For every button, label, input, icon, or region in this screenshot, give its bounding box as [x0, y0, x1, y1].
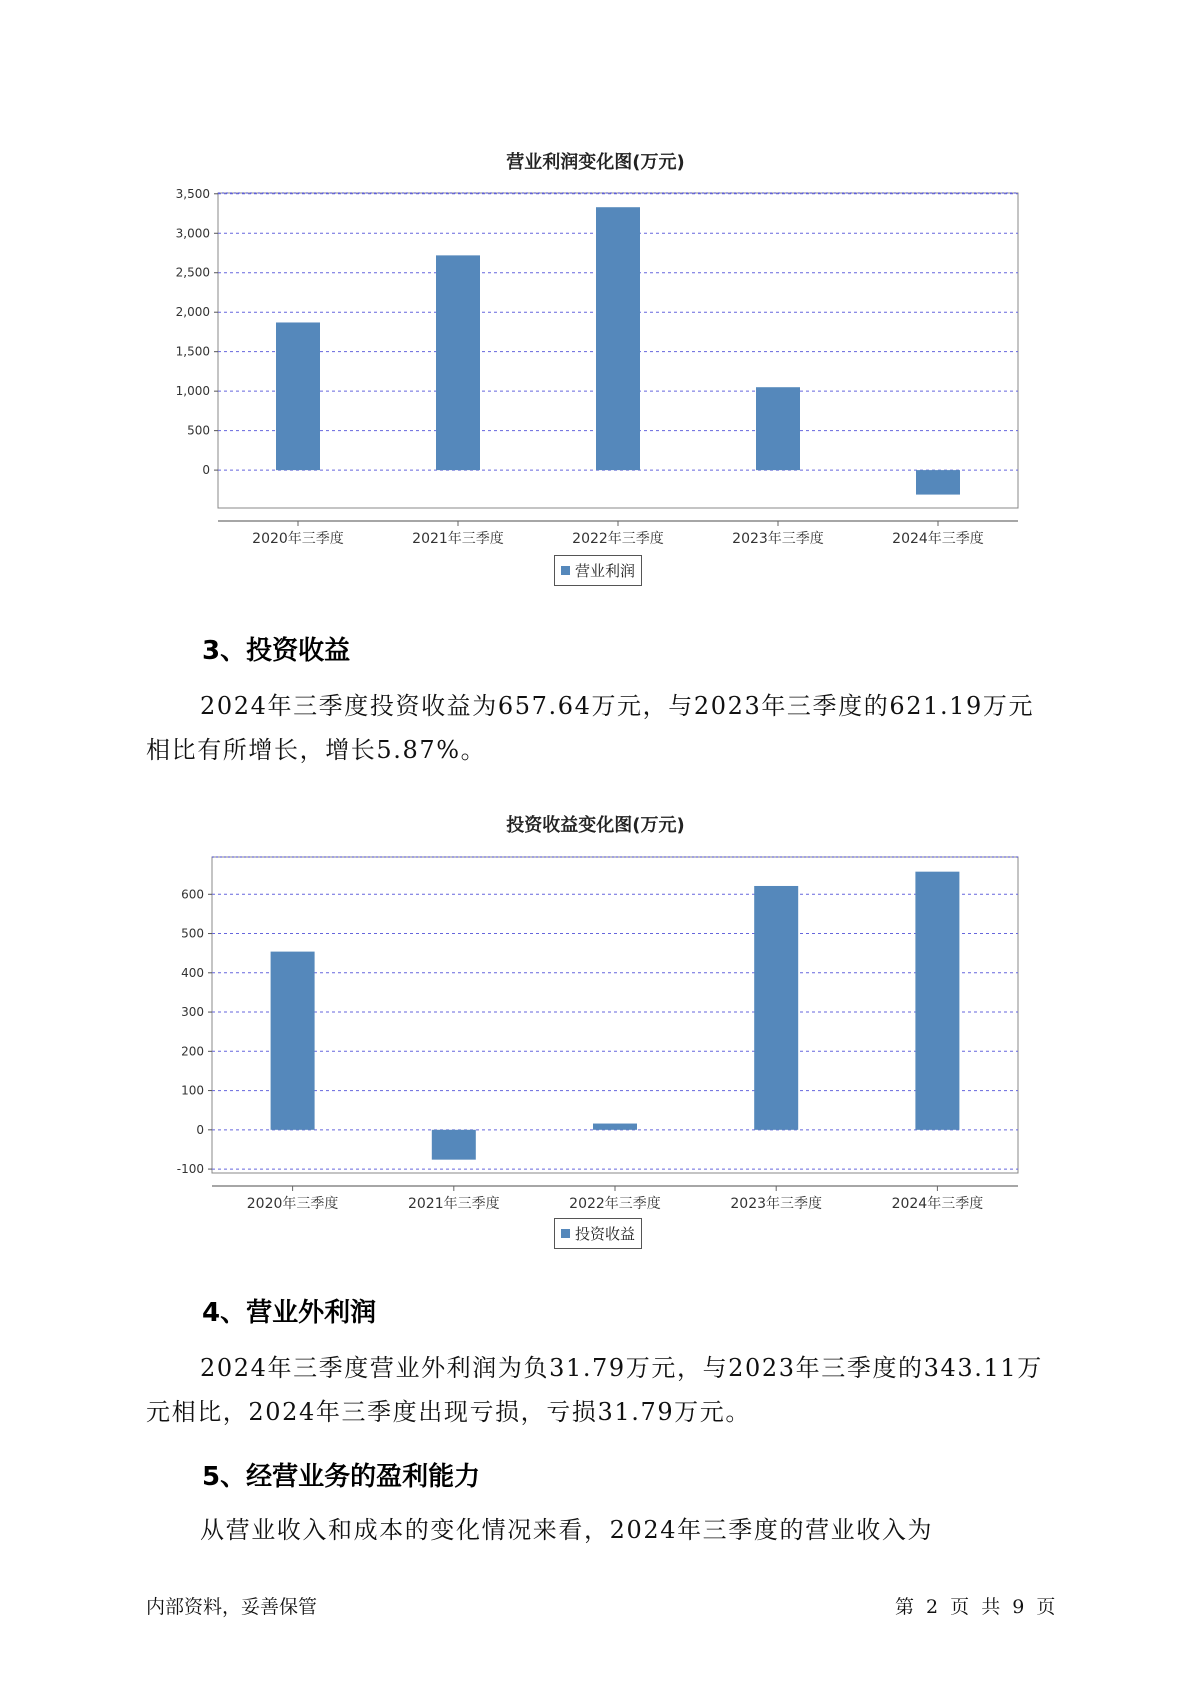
footer-page-number: 第 2 页 共 9 页 [895, 1596, 1056, 1618]
y-tick-label: 200 [181, 1044, 204, 1059]
y-tick-label: 0 [202, 463, 210, 478]
chart-legend [554, 1218, 642, 1249]
y-tick-label: 3,000 [175, 226, 210, 241]
section-body-investment-income: 2024年三季度投资收益为657.64万元，与2023年三季度的621.19万元相比有所增长，增长5.87%。 [146, 692, 1035, 764]
x-tick-label: 2020年三季度 [252, 531, 344, 547]
bar [432, 1130, 476, 1160]
y-tick-label: 100 [181, 1083, 204, 1098]
y-tick-label: 500 [187, 423, 210, 438]
bar [593, 1124, 637, 1130]
section-heading-investment-income: 3、投资收益 [202, 636, 351, 666]
section-body-profitability: 从营业收入和成本的变化情况来看，2024年三季度的营业收入为 [200, 1516, 934, 1544]
y-tick-label: 600 [181, 887, 204, 902]
legend-label: 营业利润 [575, 562, 636, 580]
footer-confidential-note: 内部资料，妥善保管 [146, 1596, 318, 1618]
x-tick-label: 2022年三季度 [569, 1196, 661, 1212]
y-tick-label: 400 [181, 965, 204, 980]
y-tick-label: 300 [181, 1005, 204, 1020]
x-tick-label: 2024年三季度 [891, 1196, 984, 1212]
y-tick-label: 3,500 [175, 186, 210, 201]
bar [915, 872, 959, 1130]
chart-title: 营业利润变化图(万元) [506, 152, 685, 173]
legend-label: 投资收益 [575, 1225, 636, 1243]
x-tick-label: 2023年三季度 [732, 531, 824, 547]
x-tick-label: 2021年三季度 [407, 1196, 500, 1212]
bar [271, 952, 315, 1130]
x-tick-label: 2022年三季度 [572, 531, 664, 547]
y-tick-label: 1,500 [175, 344, 210, 359]
x-tick-label: 2020年三季度 [246, 1196, 339, 1212]
x-tick-label: 2023年三季度 [730, 1196, 823, 1212]
y-tick-label: 2,500 [175, 265, 210, 280]
bar [754, 886, 798, 1130]
section-heading-non-operating-profit: 4、营业外利润 [202, 1298, 377, 1328]
y-tick-label: 0 [196, 1122, 204, 1137]
y-tick-label: 500 [181, 926, 204, 941]
legend-swatch [561, 1229, 570, 1238]
section-heading-profitability: 5、经营业务的盈利能力 [202, 1462, 481, 1492]
y-tick-label: -100 [176, 1162, 204, 1177]
y-tick-label: 2,000 [175, 305, 210, 320]
y-tick-label: 1,000 [175, 384, 210, 399]
section-body-non-operating-profit: 2024年三季度营业外利润为负31.79万元，与2023年三季度的343.11万元相比，2024年三季度出现亏损，亏损31.79万元。 [146, 1354, 1043, 1426]
x-tick-label: 2024年三季度 [892, 531, 984, 547]
chart-title: 投资收益变化图(万元) [506, 815, 685, 836]
x-tick-label: 2021年三季度 [412, 531, 504, 547]
